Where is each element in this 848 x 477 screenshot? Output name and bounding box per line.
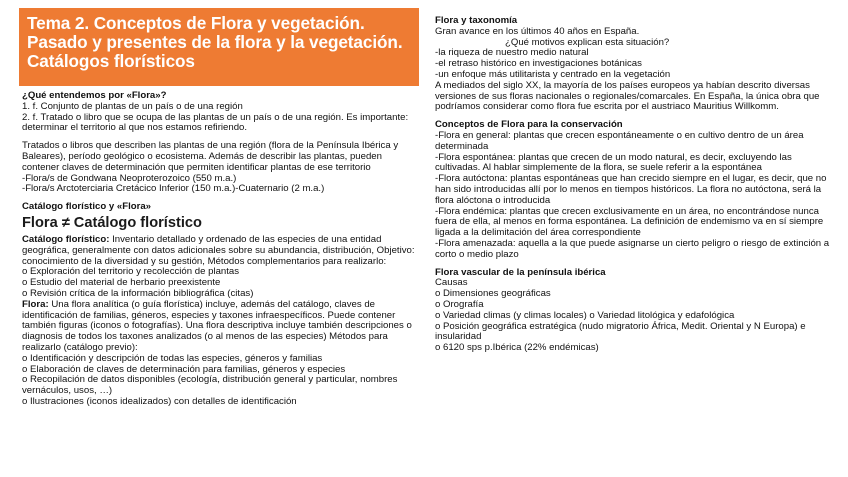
conservacion-heading: Conceptos de Flora para la conservación xyxy=(435,119,623,131)
taxonomia-item: -un enfoque más utilitarista y centrado en la vegetación xyxy=(435,68,671,80)
catalogo-paragraph xyxy=(22,235,417,267)
q-flora-line-2: 2. f. Tratado o libro que se ocupa de las plantas de un país o de una región. Es importante: determinar el territorio al que nos estamos refiriendo. xyxy=(22,111,409,134)
tratados-text: Tratados o libros que describen las plantas de una región (flora de la Península Ibérica y Baleares), período geológico o ecosistema. Además de describir las plantas, pueden contener claves de determinación que permiten identificar plantas de ese territorio xyxy=(22,140,399,173)
vascular-item: Causas xyxy=(435,277,468,289)
conservacion-item: -Flora espontánea: plantas que crecen de un modo natural, es decir, excluyendo las cultivadas. Al hablar simplemente de la flora, se suele referir a la espontánea xyxy=(435,151,792,174)
flora-text: Una flora analítica (o guía florística) incluye, además del catálogo, claves de identificación de familias, géneros, especies y taxones infraespecíficos. Puede contener también figuras (iconos o fotografías). Una flora descriptiva incluye también descripciones o diagnosis de todos los taxones analizados (o al menos de las especies) Métodos para realizarlo (catálogo previo): xyxy=(22,298,412,353)
flora-label: Flora: xyxy=(22,298,49,310)
catalogo-item: o Estudio del material de herbario preexistente xyxy=(22,277,221,289)
flora-item: o Elaboración de claves de determinación para familias, géneros y especies xyxy=(22,363,346,375)
vascular-heading: Flora vascular de la península ibérica xyxy=(435,266,606,278)
taxonomia-heading: Flora y taxonomía xyxy=(435,15,518,26)
right-column xyxy=(435,16,835,354)
catalogo-item: o Revisión crítica de la información bibliográfica (citas) xyxy=(22,287,254,299)
conservacion-item: -Flora endémica: plantas que crecen exclusivamente en un área, no encontrándose nunca fuera de ella, al menos en forma espontánea. La definición de endemismo va en sí siempre ligada a la delimitación del área correspondiente xyxy=(435,205,824,239)
tratados-arctoterciaria: -Flora/s Arctoterciaria Cretácico Inferior (150 m.a.)-Cuaternario (2 m.a.) xyxy=(22,183,325,195)
vascular-item: o Dimensiones geográficas xyxy=(435,288,551,300)
conservacion-item: -Flora autóctona: plantas espontáneas que han crecido siempre en el lugar, es decir, que no han sido introducidas allí por lo menos en tiempos históricos. La flora no autóctona, será la flora alóctona o introducida xyxy=(435,173,827,206)
vascular-item: o 6120 sps p.Ibérica (22% endémicas) xyxy=(435,342,599,354)
q-flora-line-1: 1. f. Conjunto de plantas de un país o de una región xyxy=(22,100,243,112)
flora-paragraph xyxy=(22,300,417,354)
flora-item: o Identificación y descripción de todas las especies, géneros y familias xyxy=(22,352,323,364)
left-column xyxy=(22,91,417,408)
vascular-item: o Orografía xyxy=(435,298,484,310)
slide-title: Tema 2. Conceptos de Flora y vegetación. Pasado y presentes de la flora y la vegetación. Catálogos florísticos xyxy=(27,13,403,71)
taxonomia-item: -el retraso histórico en investigaciones botánicas xyxy=(435,58,642,70)
taxonomia-item: -la riqueza de nuestro medio natural xyxy=(435,47,589,59)
tratados-gondwana: -Flora/s de Gondwana Neoproterozoico (550 m.a.) xyxy=(22,172,237,184)
taxonomia-question: ¿Qué motivos explican esta situación? xyxy=(505,36,670,48)
catalogo-item: o Exploración del territorio y recolección de plantas xyxy=(22,266,240,278)
title-banner xyxy=(19,8,419,86)
conservacion-item: -Flora amenazada: aquella a la que puede asignarse un cierto peligro o riesgo de extinción a corto o medio plazo xyxy=(435,237,830,260)
catalogo-text: Inventario detallado y ordenado de las especies de una entidad geográfica, generalmente con datos adicionales sobre su abundancia, distribución, Objetivo: conocimiento de la diversidad y su gestión, Métodos complementarios para realizarlo: xyxy=(22,233,415,267)
catalogo-label: Catálogo florístico: xyxy=(22,233,110,245)
flora-item: o Ilustraciones (iconos idealizados) con detalles de identificación xyxy=(22,395,297,407)
taxonomia-text: A mediados del siglo XX, la mayoría de los países europeos ya habían descrito diversas versiones de sus floras nacionales o regionales/comarcales. En España, la única obra que podríamos considerar como flora fue escrita por el austriaco Mauritius Willkomm. xyxy=(435,79,820,113)
catalogo-heading: Catálogo florístico y «Flora» xyxy=(22,201,152,213)
taxonomia-intro: Gran avance en los últimos 40 años en España. xyxy=(435,25,640,37)
conservacion-item: -Flora en general: plantas que crecen espontáneamente o en cultivo dentro de un área determinada xyxy=(435,129,804,152)
flora-vs-catalogo-heading: Flora ≠ Catálogo florístico xyxy=(22,214,202,231)
flora-item: o Recopilación de datos disponibles (ecología, distribución general y particular, nombres vernáculos, usos, …) xyxy=(22,374,398,397)
vascular-item: o Variedad climas (y climas locales) o Variedad litológica y edafológica xyxy=(435,309,735,321)
q-flora-heading: ¿Qué entendemos por «Flora»? xyxy=(22,90,167,101)
vascular-item: o Posición geográfica estratégica (nudo migratorio África, Medit. Oriental y N Europa) e insularidad xyxy=(435,320,806,343)
